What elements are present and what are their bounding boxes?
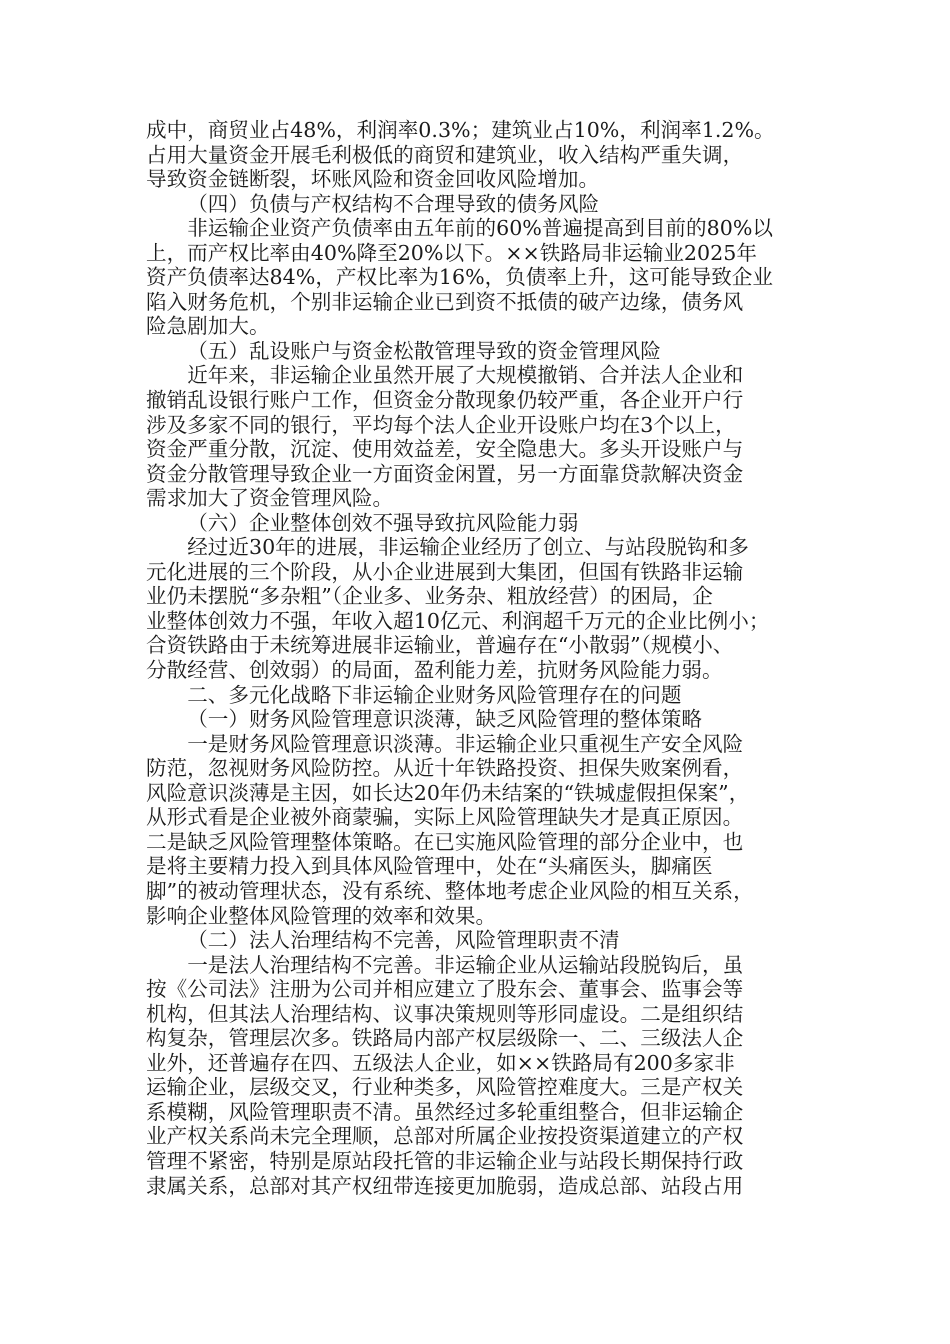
text-line: 按《公司法》注册为公司并相应建立了股东会、董事会、监事会等 — [146, 977, 744, 1002]
text-line: 成中，商贸业占48%，利润率0.3%；建筑业占10%，利润率1.2%。 — [146, 118, 775, 142]
text-line: 脚”的被动管理状态，没有系统、整体地考虑企业风险的相互关系， — [146, 878, 754, 903]
text-line: 二是缺乏风险管理整体策略。在已实施风险管理的部分企业中，也 — [146, 829, 744, 854]
text-line: 陷入财务危机，个别非运输企业已到资不抵债的破产边缘，债务风 — [146, 289, 744, 314]
text-line: 资金分散管理导致企业一方面资金闲置，另一方面靠贷款解决资金 — [146, 461, 744, 486]
text-line: 运输企业，层级交叉，行业种类多，风险管控难度大。三是产权关 — [146, 1075, 744, 1100]
text-line: 占用大量资金开展毛利极低的商贸和建筑业，收入结构严重失调， — [146, 142, 744, 167]
text-line: 机构，但其法人治理结构、议事决策规则等形同虚设。二是组织结 — [146, 1001, 744, 1026]
text-line: （一）财务风险管理意识淡薄，缺乏风险管理的整体策略 — [187, 707, 703, 732]
text-line: 导致资金链断裂，坏账风险和资金回收风险增加。 — [146, 167, 600, 192]
text-line: 一是财务风险管理意识淡薄。非运输企业只重视生产安全风险 — [187, 731, 744, 756]
text-line: 涉及多家不同的银行，平均每个法人企业开设账户均在3个以上， — [146, 412, 736, 437]
text-line: 资金严重分散，沉淀、使用效益差，安全隐患大。多头开设账户与 — [146, 437, 744, 462]
text-line: （二）法人治理结构不完善，风险管理职责不清 — [187, 928, 620, 953]
document-page — [146, 118, 806, 1198]
text-line: 影响企业整体风险管理的效率和效果。 — [146, 903, 497, 928]
text-line: 非运输企业资产负债率由五年前的60%普遍提高到目前的80%以 — [187, 216, 773, 241]
text-line: 经过近30年的进展，非运输企业经历了创立、与站段脱钩和多 — [187, 535, 749, 560]
text-line: 隶属关系，总部对其产权纽带连接更加脆弱，造成总部、站段占用 — [146, 1173, 744, 1198]
text-line: 业仍未摆脱“多杂粗”（企业多、业务杂、粗放经营）的困局，企 — [146, 584, 713, 609]
text-line: 构复杂，管理层次多。铁路局内部产权层级除一、二、三级法人企 — [146, 1026, 744, 1051]
text-line: 从形式看是企业被外商蒙骗，实际上风险管理缺失才是真正原因。 — [146, 805, 744, 830]
text-line: 合资铁路由于未统筹进展非运输业，普遍存在“小散弱”（规模小、 — [146, 633, 734, 658]
text-line: （六）企业整体创效不强导致抗风险能力弱 — [187, 510, 579, 535]
text-line: 险急剧加大。 — [146, 314, 270, 339]
text-line: 上，而产权比率由40%降至20%以下。××铁路局非运输业2025年 — [146, 240, 757, 265]
text-line: 管理不紧密，特别是原站段托管的非运输企业与站段长期保持行政 — [146, 1148, 744, 1173]
text-line: 撤销乱设银行账户工作，但资金分散现象仍较严重，各企业开户行 — [146, 388, 744, 413]
text-line: 是将主要精力投入到具体风险管理中，处在“头痛医头，脚痛医 — [146, 854, 713, 879]
text-line: 资产负债率达84%，产权比率为16%，负债率上升，这可能导致企业 — [146, 265, 773, 290]
text-line: 业外，还普遍存在四、五级法人企业，如××铁路局有200多家非 — [146, 1050, 735, 1075]
text-line: 防范，忽视财务风险防控。从近十年铁路投资、担保失败案例看， — [146, 756, 744, 781]
text-line: 系模糊，风险管理职责不清。虽然经过多轮重组整合，但非运输企 — [146, 1099, 744, 1124]
text-line: （五）乱设账户与资金松散管理导致的资金管理风险 — [187, 338, 661, 363]
text-line: 业整体创效力不强，年收入超10亿元、利润超千万元的企业比例小； — [146, 608, 770, 633]
text-line: 近年来，非运输企业虽然开展了大规模撤销、合并法人企业和 — [187, 363, 744, 388]
text-line: 一是法人治理结构不完善。非运输企业从运输站段脱钩后，虽 — [187, 952, 744, 977]
text-line: 需求加大了资金管理风险。 — [146, 486, 394, 511]
text-line: 二、多元化战略下非运输企业财务风险管理存在的问题 — [187, 682, 682, 707]
text-line: （四）负债与产权结构不合理导致的债务风险 — [187, 191, 600, 216]
text-line: 分散经营、创效弱）的局面，盈利能力差，抗财务风险能力弱。 — [146, 658, 723, 683]
text-line: 元化进展的三个阶段，从小企业进展到大集团，但国有铁路非运输 — [146, 559, 744, 584]
text-line: 风险意识淡薄是主因，如长达20年仍未结案的“铁城虚假担保案”， — [146, 780, 750, 805]
text-line: 业产权关系尚未完全理顺，总部对所属企业按投资渠道建立的产权 — [146, 1124, 744, 1149]
